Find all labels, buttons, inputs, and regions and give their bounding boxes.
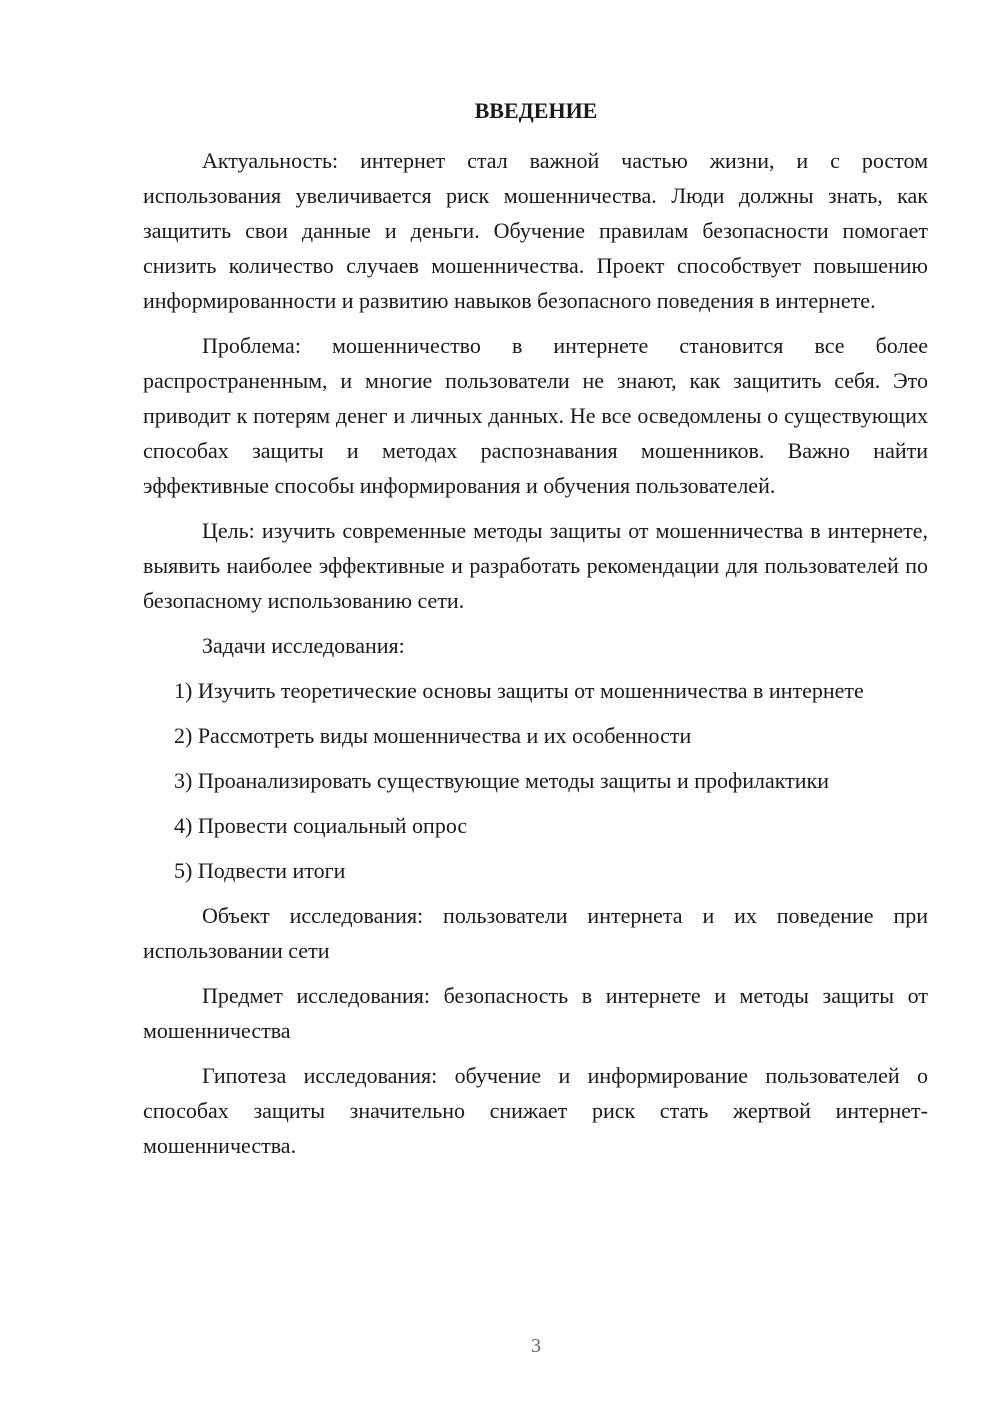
page-number: 3	[531, 1335, 541, 1357]
paragraph-problem: Проблема: мошенничество в интернете становится все более распространенным, и многие пользователи не знают, как защитить себя. Это приводит к потерям денег и личных данных. Не все осведомлены о существующих способах защиты и методах распознавания мошенников. Важно найти эффективные способы информирования и обучения пользователей.	[143, 333, 928, 498]
paragraph-relevance: Актуальность: интернет стал важной частью жизни, и с ростом использования увеличивается риск мошенничества. Люди должны знать, как защитить свои данные и деньги. Обучение правилам безопасности помогает снизить количество случаев мошенничества. Проект способствует повышению информированности и развитию навыков безопасного поведения в интернете.	[143, 148, 928, 313]
task-item-4: 4) Провести социальный опрос	[174, 813, 468, 838]
document-body	[143, 143, 928, 1173]
task-item-5: 5) Подвести итоги	[174, 858, 346, 883]
task-item-3: 3) Проанализировать существующие методы защиты и профилактики	[174, 768, 830, 793]
task-item-2: 2) Рассмотреть виды мошенничества и их особенности	[174, 723, 692, 748]
paragraph-hypothesis: Гипотеза исследования: обучение и информирование пользователей о способах защиты значительно снижает риск стать жертвой интернет-мошенничества.	[143, 1063, 928, 1158]
page-title: ВВЕДЕНИЕ	[474, 98, 598, 123]
task-item-1: 1) Изучить теоретические основы защиты от мошенничества в интернете	[174, 678, 864, 703]
paragraph-object: Объект исследования: пользователи интернета и их поведение при использовании сети	[143, 903, 928, 963]
paragraph-goal: Цель: изучить современные методы защиты от мошенничества в интернете, выявить наиболее эффективные и разработать рекомендации для пользователей по безопасному использованию сети.	[143, 518, 928, 613]
tasks-heading: Задачи исследования:	[202, 633, 405, 658]
paragraph-subject: Предмет исследования: безопасность в интернете и методы защиты от мошенничества	[143, 983, 928, 1043]
